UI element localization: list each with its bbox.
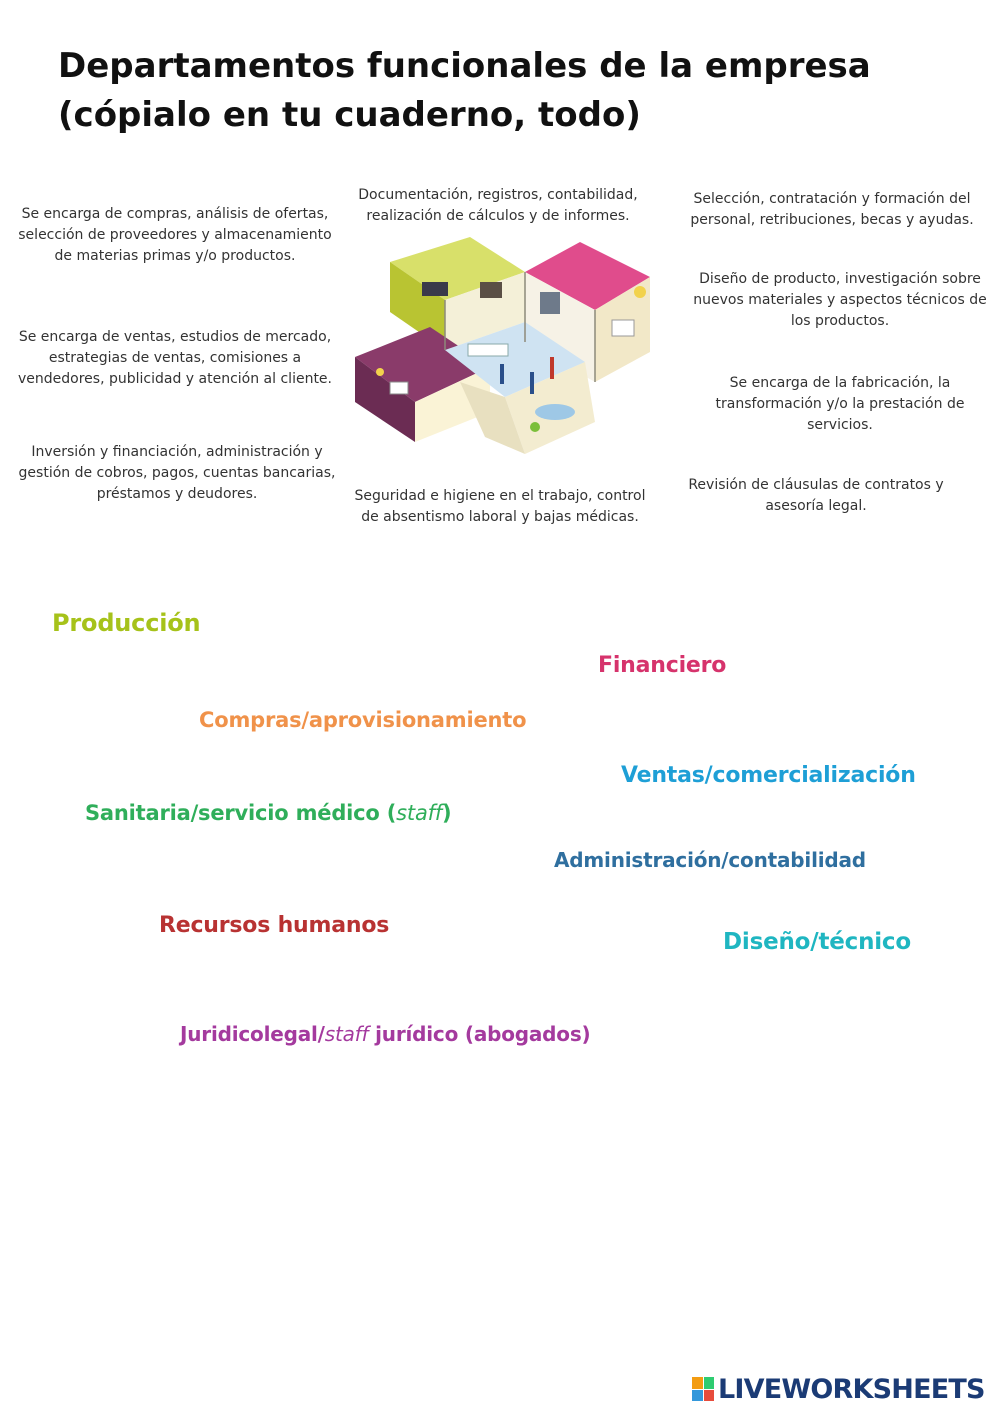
description-rrhh: Selección, contratación y formación del personal, retribuciones, becas y ayudas. bbox=[690, 191, 974, 228]
department-juridico-italic: staff bbox=[324, 1022, 369, 1046]
liveworksheets-logo bbox=[692, 1373, 985, 1405]
description-juridico: Revisión de cláusulas de contratos y asesoría legal. bbox=[688, 477, 944, 514]
page-title-line2: (cópialo en tu cuaderno, todo) bbox=[58, 95, 641, 135]
department-rrhh: Recursos humanos bbox=[159, 913, 390, 938]
department-juridico bbox=[180, 1022, 591, 1046]
department-sanitaria-prefix: Sanitaria/servicio médico ( bbox=[85, 801, 397, 825]
department-ventas: Ventas/comercialización bbox=[621, 763, 916, 788]
description-sanitaria: Seguridad e higiene en el trabajo, control de absentismo laboral y bajas médicas. bbox=[354, 488, 646, 525]
page-title-line1: Departamentos funcionales de la empresa bbox=[58, 46, 871, 86]
department-sanitaria bbox=[85, 801, 451, 825]
description-ventas: Se encarga de ventas, estudios de mercado, estrategias de ventas, comisiones a vendedores, publicidad y atención al cliente. bbox=[18, 329, 332, 387]
liveworksheets-logo-text: LIVEWORKSHEETS bbox=[718, 1373, 985, 1405]
department-financiero: Financiero bbox=[598, 653, 727, 678]
description-administracion: Documentación, registros, contabilidad, realización de cálculos y de informes. bbox=[358, 187, 638, 224]
page-title bbox=[58, 42, 958, 140]
description-produccion: Se encarga de la fabricación, la transformación y/o la prestación de servicios. bbox=[715, 375, 965, 433]
department-juridico-prefix: Juridicolegal/ bbox=[180, 1022, 325, 1046]
department-produccion: Producción bbox=[52, 609, 201, 637]
description-compras: Se encarga de compras, análisis de ofertas, selección de proveedores y almacenamiento de materias primas y/o productos. bbox=[18, 206, 332, 264]
description-financiero: Inversión y financiación, administración y gestión de cobros, pagos, cuentas bancarias, préstamos y deudores. bbox=[18, 444, 336, 502]
department-administracion: Administración/contabilidad bbox=[554, 848, 866, 872]
department-sanitaria-suffix: ) bbox=[442, 801, 452, 825]
department-sanitaria-italic: staff bbox=[396, 801, 443, 825]
liveworksheets-logo-mark bbox=[692, 1377, 714, 1401]
office-illustration bbox=[350, 232, 670, 454]
department-diseno: Diseño/técnico bbox=[723, 929, 911, 955]
department-juridico-suffix: jurídico (abogados) bbox=[368, 1022, 591, 1046]
description-diseno: Diseño de producto, investigación sobre nuevos materiales y aspectos técnicos de los productos. bbox=[693, 271, 987, 329]
department-compras: Compras/aprovisionamiento bbox=[199, 708, 527, 732]
